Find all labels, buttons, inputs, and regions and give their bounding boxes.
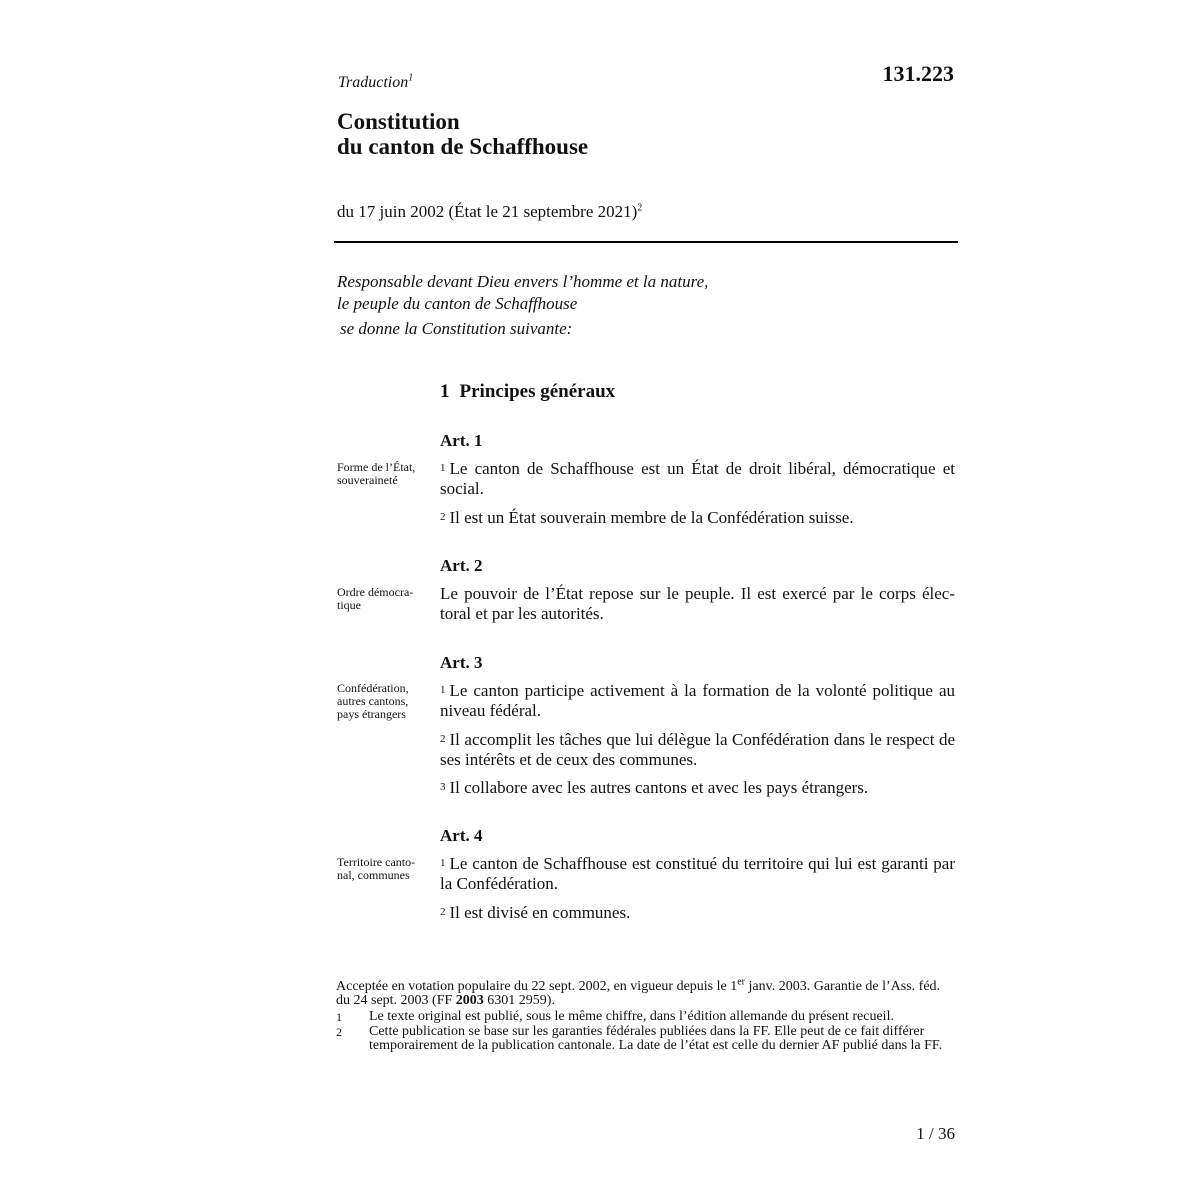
article-title: Art. 1 xyxy=(440,431,483,450)
chapter-heading xyxy=(440,381,615,403)
article-paragraph: $^1$ Le canton de Schaffhouse est constitué du territoire qui lui est garanti par la Confédération. xyxy=(440,854,955,893)
article-paragraph: Le pouvoir de l’État repose sur le peuple. Il est exercé par le corps élec-toral et par les autorités. xyxy=(440,584,955,623)
header-divider xyxy=(334,241,958,243)
preamble-line: Responsable devant Dieu envers l’homme et la nature, xyxy=(337,272,709,291)
footnote-ref-1[interactable]: 1 xyxy=(408,72,414,84)
margin-note: Ordre démocra- tique xyxy=(337,585,414,612)
date-line: du 17 juin 2002 (État le 21 septembre 2021)$^2$ xyxy=(337,202,643,221)
footnotes xyxy=(336,976,948,1053)
preamble xyxy=(337,271,708,340)
margin-note: Confédération, autres cantons, pays étrangers xyxy=(337,681,409,721)
margin-note: Territoire canto- nal, communes xyxy=(337,855,416,882)
chapter-title: Principes généraux xyxy=(459,381,616,402)
chapter-number: 1 xyxy=(440,381,450,402)
title-line-2: du canton de Schaffhouse xyxy=(337,134,589,159)
footnote-text: Le texte original est publié, sous le même chiffre, dans l’édition allemande du présent recueil. xyxy=(369,1009,894,1024)
article-paragraph: $^1$ Le canton participe activement à la formation de la volonté politique au niveau fédéral. xyxy=(440,681,955,720)
adoption-note: Acceptée en votation populaire du 22 sept. 2002, en vigueur depuis le 1er janv. 2003. Garantie de l’Ass. féd. du 24 sept. 2003 (FF 2003 6301 2959). xyxy=(336,976,941,1008)
translation-label: Traduction$^1$ xyxy=(338,72,414,91)
footnote xyxy=(336,1010,948,1024)
article-paragraph: $^2$ Il accomplit les tâches que lui délègue la Confédération dans le respect de ses intérêts et de ceux des communes. xyxy=(440,730,955,769)
preamble-line: le peuple du canton de Schaffhouse xyxy=(337,294,578,313)
page-number: 1 / 36 xyxy=(916,1124,955,1143)
margin-note: Forme de l’État, souveraineté xyxy=(337,460,416,487)
article-paragraph: $^1$ Le canton de Schaffhouse est un État de droit libéral, démocratique et social. xyxy=(440,459,955,498)
article-title: Art. 3 xyxy=(440,653,483,672)
article-paragraph: $^2$ Il est un État souverain membre de la Confédération suisse. xyxy=(440,508,854,527)
document-title xyxy=(337,109,588,159)
article-title: Art. 4 xyxy=(440,826,483,845)
preamble-line: se donne la Constitution suivante: xyxy=(340,319,573,338)
document-number: 131.223 xyxy=(882,61,954,86)
footnote-number: 1 xyxy=(336,1010,342,1024)
article-title: Art. 2 xyxy=(440,556,483,575)
title-line-1: Constitution xyxy=(337,109,460,134)
footnote-ref-2[interactable]: 2 xyxy=(637,202,643,214)
footnote xyxy=(336,1025,948,1053)
footnote-text: Cette publication se base sur les garanties fédérales publiées dans la FF. Elle peut de ce fait différer temporairement de la publication cantonale. La date de l’état est celle du dernier AF publié dans la FF. xyxy=(369,1024,943,1053)
footnote-number: 2 xyxy=(336,1025,342,1039)
article-paragraph: $^2$ Il est divisé en communes. xyxy=(440,903,631,922)
article-paragraph: $^3$ Il collabore avec les autres cantons et avec les pays étrangers. xyxy=(440,778,869,797)
